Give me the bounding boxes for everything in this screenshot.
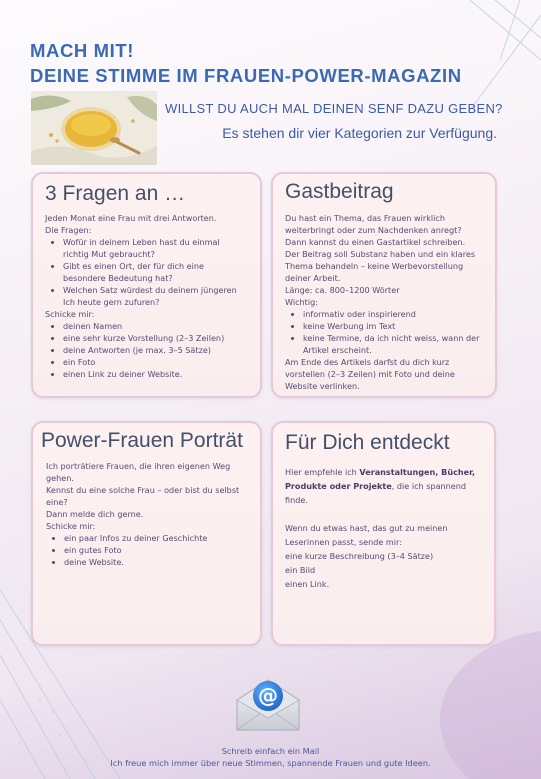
- list-item: • ein paar Infos zu deiner Geschichte: [64, 532, 252, 544]
- card-power-frauen-portraet: [31, 421, 262, 646]
- questions-list: [45, 236, 248, 308]
- list-item: • eine sehr kurze Vorstellung (2–3 Zeilen): [63, 332, 248, 344]
- title-line-1: MACH MIT!: [30, 40, 135, 61]
- list-item: • ein Foto: [63, 356, 248, 368]
- svg-text:@: @: [258, 683, 278, 708]
- list-item: • keine Werbung im Text: [303, 320, 483, 332]
- important-label: Wichtig:: [285, 297, 318, 307]
- card-body: [285, 212, 483, 392]
- card-paragraph: Der Beitrag soll Substanz haben und ein klares Thema behandeln – keine Werbevorstellung deiner Arbeit.: [285, 249, 476, 283]
- card-title: Für Dich entdeckt: [285, 431, 450, 454]
- list-item: • deine Antworten (je max. 3–5 Sätze): [63, 344, 248, 356]
- card-intro: [285, 465, 482, 507]
- list-item: • Welchen Satz würdest du deinem jüngeren Ich heute gern zufuren?: [63, 284, 248, 308]
- footer-text: Ich freue mich immer über neue Stimmen, spannende Frauen und gute Ideen.: [110, 758, 431, 768]
- card-body: [285, 465, 482, 591]
- card-paragraph: ein Bild: [285, 565, 316, 575]
- card-title: 3 Fragen an …: [45, 182, 186, 205]
- card-paragraph: Ich porträtiere Frauen, die ihren eigenen Weg gehen.: [46, 461, 231, 483]
- card-intro: Jeden Monat eine Frau mit drei Antworten.: [45, 213, 217, 223]
- card-title: Gastbeitrag: [285, 180, 394, 203]
- footer-mail-hint: Schreib einfach ein Mail: [221, 746, 320, 756]
- send-list: [46, 532, 252, 568]
- card-paragraph: Kennst du eine solche Frau – oder bist du selbst eine?: [46, 485, 240, 507]
- length-info: Länge: ca. 800–1200 Wörter: [285, 285, 400, 295]
- page-title: [30, 38, 462, 88]
- title-line-2: DEINE STIMME IM FRAUEN-POWER-MAGAZIN: [30, 65, 462, 86]
- list-item: • einen Link zu deiner Website.: [63, 368, 248, 380]
- card-body: [45, 212, 248, 380]
- list-item: • Gibt es einen Ort, der für dich eine besondere Bedeutung hat?: [63, 260, 248, 284]
- card-paragraph: Du hast ein Thema, das Frauen wirklich weiterbringt oder zum Nachdenken anregt? Dann kannst du einen Gastartikel schreiben.: [285, 213, 466, 247]
- intro-text: Es stehen dir vier Kategorien zur Verfügung.: [222, 125, 497, 141]
- card-body: [41, 460, 252, 568]
- card-3-fragen: [31, 172, 262, 398]
- send-label: Schicke mir:: [45, 309, 95, 319]
- list-item: • keine Termine, da ich nicht weiss, wann der Artikel erscheint.: [303, 332, 483, 356]
- card-gastbeitrag: [271, 172, 497, 398]
- card-paragraph: Dann melde dich gerne.: [46, 509, 144, 519]
- card-fuer-dich-entdeckt: [271, 421, 496, 646]
- card-paragraph: Am Ende des Artikels darfst du dich kurz vorstellen (2–3 Zeilen) mit Foto und deine Website verlinken.: [285, 357, 455, 391]
- list-item: • Wofür in deinem Leben hast du einmal richtig Mut gebraucht?: [63, 236, 248, 260]
- questions-label: Die Fragen:: [45, 225, 92, 235]
- mustard-bowl-photo: [31, 91, 157, 165]
- important-list: [285, 308, 483, 356]
- send-label: Schicke mir:: [46, 521, 96, 531]
- intro-question: WILLST DU AUCH MAL DEINEN SENF DAZU GEBEN?: [165, 101, 503, 116]
- intro-start: Hier empfehle ich: [285, 467, 360, 477]
- card-title: Power-Frauen Porträt: [41, 429, 243, 452]
- send-list: [45, 320, 248, 380]
- list-item: • deine Website.: [64, 556, 252, 568]
- intro-bold: Veranstaltungen, Bücher, Produkte oder Projekte: [285, 467, 476, 491]
- list-item: • ein gutes Foto: [64, 544, 252, 556]
- list-item: • deinen Namen: [63, 320, 248, 332]
- card-paragraph: einen Link.: [285, 579, 330, 589]
- card-paragraph: Wenn du etwas hast, das gut zu meinen Leserinnen passt, sende mir:: [285, 523, 448, 547]
- intro-end: , die ich spannend finde.: [285, 481, 467, 505]
- card-paragraph: eine kurze Beschreibung (3–4 Sätze): [285, 551, 434, 561]
- list-item: • informativ oder inspirierend: [303, 308, 483, 320]
- mail-envelope-at-icon[interactable]: [233, 676, 303, 734]
